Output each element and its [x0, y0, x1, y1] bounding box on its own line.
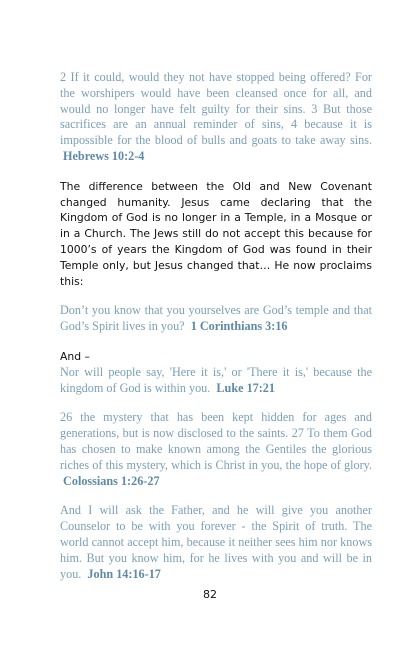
scripture-reference: John 14:16-17 — [87, 566, 161, 581]
body-paragraph: The difference between the Old and New Covenant changed humanity. Jesus came declaring that the Kingdom of God is no longer in a Temple, in a Mosque or in a Church. The Jews still do not accept this because for 1000’s of years the Kingdom of God was found in their Temple only, but Jesus changed that… He now proclaims this: — [60, 179, 372, 288]
scripture-reference: Colossians 1:26-27 — [63, 473, 160, 488]
scripture-reference: 1 Corinthians 3:16 — [190, 319, 288, 334]
scripture-luke — [60, 365, 372, 397]
scripture-colossians — [60, 410, 372, 489]
scripture-text: 26 the mystery that has been kept hidden for ages and generations, but is now disclosed to the saints. 27 To them God has chosen to make known among the Gentiles the glorious riches of this mystery, which is Christ in you, the hope of glory. — [60, 410, 372, 472]
page-body — [60, 70, 372, 596]
scripture-reference: Luke 17:21 — [216, 380, 275, 395]
scripture-text: Nor will people say, 'Here it is,' or 'There it is,' because the kingdom of God is within you. — [60, 364, 372, 395]
scripture-john — [60, 503, 372, 582]
scripture-corinthians — [60, 303, 372, 335]
and-label: And – — [60, 349, 90, 363]
page-number: 82 — [203, 588, 217, 601]
scripture-text: And I will ask the Father, and he will give you another Counselor to be with you forever - the Spirit of truth. The world cannot accept him, because it neither sees him nor knows him. But you know him, for he lives with you and will be in you. — [60, 503, 372, 581]
scripture-hebrews — [60, 70, 372, 165]
scripture-text: 2 If it could, would they not have stopped being offered? For the worshipers would have been cleansed once for all, and would no longer have felt guilty for their sins. 3 But those sacrifices are an annual reminder of sins, 4 because it is impossible for the blood of bulls and goats to take away sins. — [60, 70, 372, 148]
scripture-text: Don’t you know that you yourselves are God’s temple and that God’s Spirit lives in you? — [60, 303, 372, 334]
scripture-reference: Hebrews 10:2-4 — [63, 148, 145, 163]
